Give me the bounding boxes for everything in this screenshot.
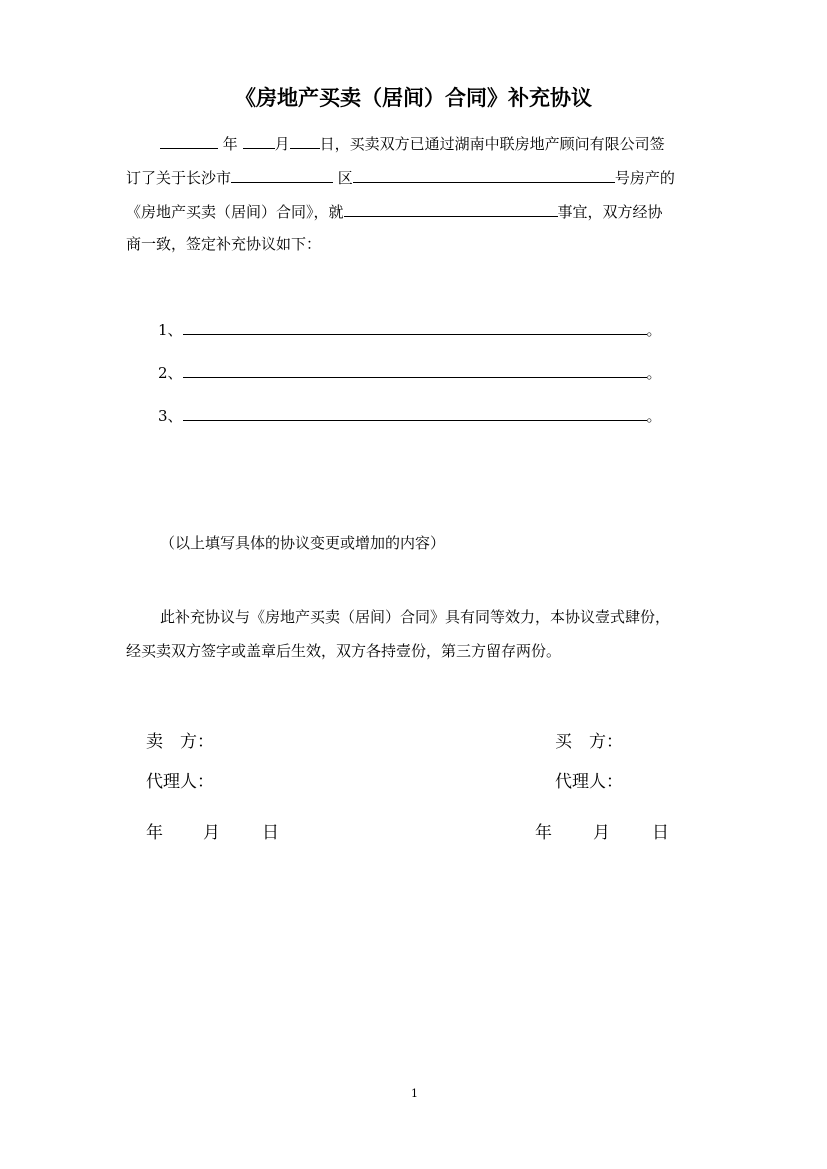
item-blank[interactable] xyxy=(183,361,647,378)
blank-address[interactable] xyxy=(353,166,615,183)
seller-date-day: 日 xyxy=(262,823,279,843)
blank-district[interactable] xyxy=(231,166,333,183)
district-label: 区 xyxy=(337,169,353,187)
effect-line-1: 此补充协议与《房地产买卖（居间）合同》具有同等效力，本协议壹式肆份， xyxy=(160,608,671,626)
contract-prefix: 《房地产买卖（居间）合同》，就 xyxy=(126,203,344,221)
item-number: 1、 xyxy=(158,321,183,339)
page-title: 《房地产买卖（居间）合同》补充协议 xyxy=(235,86,592,110)
seller-date-month: 月 xyxy=(203,823,220,843)
intro-line-3 xyxy=(126,200,663,222)
city-prefix: 订了关于长沙市 xyxy=(126,169,232,187)
fill-note: （以上填写具体的协议变更或增加的内容） xyxy=(160,534,446,552)
intro-line-4: 商一致，签定补充协议如下： xyxy=(126,235,322,253)
effect-line-2: 经买卖双方签字或盖章后生效，双方各持壹份，第三方留存两份。 xyxy=(126,642,562,660)
blank-day[interactable] xyxy=(290,132,320,149)
item-end: 。 xyxy=(646,407,662,425)
blank-year[interactable] xyxy=(160,132,218,149)
list-item xyxy=(158,318,662,340)
item-end: 。 xyxy=(646,321,662,339)
house-suffix: 号房产的 xyxy=(614,169,675,187)
blank-month[interactable] xyxy=(243,132,275,149)
buyer-date-year: 年 xyxy=(535,823,552,843)
intro-line-2 xyxy=(126,166,675,188)
year-label: 年 xyxy=(222,135,238,153)
day-label: 日，买卖双方已通过湖南中联房地产顾问有限公司签 xyxy=(319,135,665,153)
page-number: 1 xyxy=(411,1087,418,1100)
item-end: 。 xyxy=(646,364,662,382)
seller-label: 卖 方： xyxy=(146,732,214,752)
item-blank[interactable] xyxy=(183,404,647,421)
intro-line-1 xyxy=(160,132,665,154)
list-item xyxy=(158,404,662,426)
buyer-label: 买 方： xyxy=(555,732,623,752)
list-item xyxy=(158,361,662,383)
blank-matter[interactable] xyxy=(344,200,558,217)
buyer-agent-label: 代理人： xyxy=(555,772,623,792)
item-blank[interactable] xyxy=(183,318,647,335)
buyer-date-month: 月 xyxy=(593,823,610,843)
item-number: 3、 xyxy=(158,407,183,425)
seller-date-year: 年 xyxy=(146,823,163,843)
contract-suffix: 事宜，双方经协 xyxy=(557,203,663,221)
buyer-date-day: 日 xyxy=(652,823,669,843)
month-label: 月 xyxy=(274,135,290,153)
item-number: 2、 xyxy=(158,364,183,382)
seller-agent-label: 代理人： xyxy=(146,772,214,792)
